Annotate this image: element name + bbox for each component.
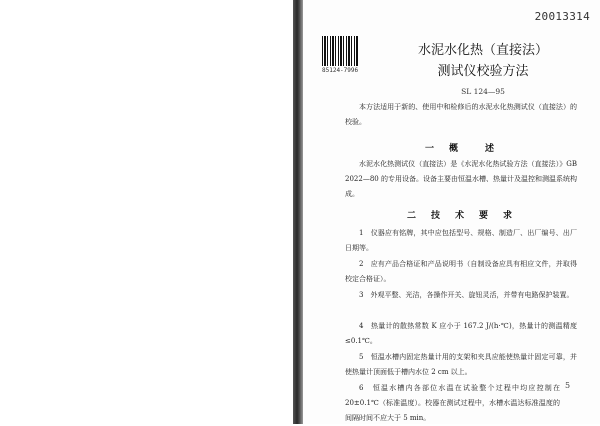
page-number: 5: [565, 381, 571, 390]
document-title-line-1: 水泥水化热（直接法）: [417, 43, 548, 58]
standard-code: SL 124—95: [461, 87, 505, 96]
barcode-icon: [322, 36, 358, 66]
requirement-item: 2 应有产品合格证和产品说明书（自制设备应具有相应文件，并取得校定合格证）。: [345, 260, 577, 283]
document-title-line-2: 测试仪校验方法: [437, 64, 529, 79]
section-heading-overview: 一 概 述: [424, 144, 497, 154]
intro-paragraph: 本方法适用于新的、使用中和检修后的水泥水化热测试仪（直接法）的校验。: [345, 103, 577, 126]
requirement-item: 1 仪器应有铭牌，其中应包括型号、规格、制造厂、出厂编号、出厂日期等。: [345, 229, 577, 252]
barcode-number: 85124-7996: [322, 67, 359, 74]
catalog-stamp-number: 20013314: [534, 10, 590, 23]
requirement-item: 4 热量计的散热常数 K 应小于 167.2 J/(h·℃)，热量计的测温精度≤0.1℃。: [345, 322, 577, 345]
right-page: [303, 0, 600, 424]
requirement-item: 3 外观平整、光洁，各操作开关、旋钮灵活，并带有电路保护装置。: [359, 291, 574, 299]
requirement-item: 5 恒温水槽内固定热量计用的支架和夹具应能使热量计固定可靠，并使热量计顶面低于槽内水位 2 cm 以上。: [345, 353, 577, 376]
left-page: [0, 0, 293, 424]
requirement-item: 6 恒温水槽内各部位水温在试验整个过程中均应控制在 20±0.1℃（标准温度）。校器在测试过程中，水槽水温达标准温度的间隔时间不应大于 5 min。: [345, 384, 560, 422]
overview-paragraph: 水泥水化热测试仪（直接法）是《水泥水化热试验方法（直接法）》GB 2022—80 的专用设备。设备主要由恒温水槽、热量计及温控和测温系统构成。: [345, 160, 577, 198]
section-heading-technical-requirements: 二 技 术 要 求: [406, 211, 515, 221]
book-gutter: [293, 0, 303, 424]
library-barcode-label: [322, 36, 358, 76]
